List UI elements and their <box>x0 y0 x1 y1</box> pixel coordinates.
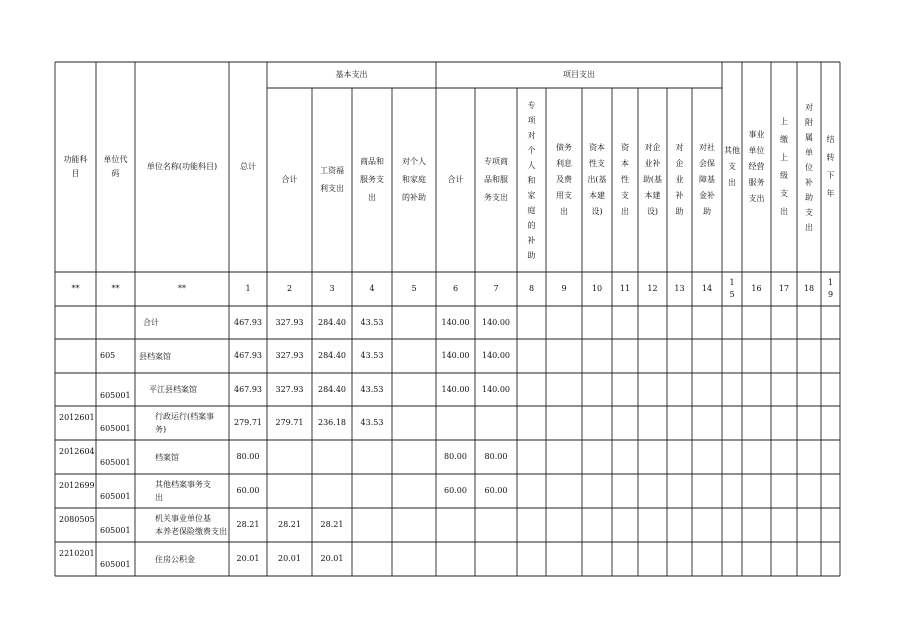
index-cell-text: 9 <box>561 284 567 293</box>
row-basic-wage <box>312 542 352 576</box>
row-unit-name-text: 档案馆 <box>155 452 179 462</box>
row-total <box>229 373 267 406</box>
row-unit-name-text: 平江县档案馆 <box>149 385 197 394</box>
row-total-text: 28.21 <box>236 520 260 529</box>
header-unit-code-text: 单位代 码 <box>103 155 128 178</box>
row-project-goods <box>475 373 517 406</box>
index-cell-text: 8 <box>528 284 535 293</box>
row-basic-goods-text: 43.53 <box>360 384 384 394</box>
index-cell <box>582 272 612 306</box>
header-basic-goods <box>352 88 392 272</box>
row-basic-total <box>267 474 312 508</box>
row-unit-code <box>96 520 135 542</box>
header-project-capital-text: 资 本 性 支 出 <box>621 143 629 216</box>
index-cell-text: 14 <box>701 284 713 293</box>
row-total-text: 467.93 <box>234 317 262 327</box>
header-biz-service-text: 事业 单位 经营 服务 支出 <box>748 130 765 203</box>
index-cell-text: 13 <box>674 284 685 293</box>
header-project-total <box>436 88 475 272</box>
row-total-text: 80.00 <box>236 452 260 461</box>
header-project-debt <box>546 88 582 272</box>
row-unit-code <box>96 385 135 406</box>
header-basic-wage-text: 工资福 利支出 <box>320 166 344 193</box>
index-cell <box>96 272 135 306</box>
header-basic-wage <box>312 88 352 272</box>
header-project-social <box>692 88 722 272</box>
index-cell-text: 12 <box>647 284 658 293</box>
header-unit-name <box>135 62 229 272</box>
index-cell <box>267 272 312 306</box>
index-cell-text: 1 9 <box>827 278 834 299</box>
index-cell <box>771 272 797 306</box>
index-cell <box>612 272 638 306</box>
row-unit-name <box>135 440 229 474</box>
row-project-goods-text: 140.00 <box>482 384 510 394</box>
row-basic-wage <box>312 373 352 406</box>
row-project-total <box>436 474 475 508</box>
header-unit-name-text: 单位名称(功能科目) <box>146 162 218 171</box>
row-basic-goods <box>352 406 392 440</box>
row-project-total <box>436 440 475 474</box>
row-total <box>229 339 267 373</box>
row-basic-goods <box>352 474 392 508</box>
header-carry-over-text: 结 转 下 年 <box>826 135 835 198</box>
header-basic-goods-text: 商品和 服务支 出 <box>360 157 384 202</box>
row-basic-goods <box>352 440 392 474</box>
row-basic-total-text: 327.93 <box>275 317 304 327</box>
row-func-code <box>55 373 96 396</box>
header-project-goods-text: 专项商 品和服 务支出 <box>484 157 508 202</box>
row-unit-name-text: 县档案馆 <box>139 351 171 361</box>
row-basic-wage-text: 284.40 <box>318 317 346 327</box>
row-unit-name-text: 住房公积金 <box>155 554 195 564</box>
row-unit-code-text: 605001 <box>100 458 131 467</box>
index-cell-text: 2 <box>286 284 293 293</box>
header-basic-group-text: 基本支出 <box>335 70 368 79</box>
header-project-debt-text: 债务 利息 及费 用支 出 <box>556 143 572 216</box>
row-total <box>229 474 267 508</box>
header-other <box>722 62 742 272</box>
header-project-enterprise-basic-text: 对企 业补 助(基 本建 设) <box>642 143 663 216</box>
row-unit-code-text: 605001 <box>100 492 131 501</box>
header-basic-total <box>267 88 312 272</box>
header-total <box>229 62 267 272</box>
index-cell <box>229 272 267 306</box>
row-func-code <box>55 339 96 363</box>
row-unit-name <box>135 542 229 576</box>
row-project-goods-text: 140.00 <box>482 317 510 327</box>
index-cell <box>352 272 392 306</box>
row-basic-total-text: 327.93 <box>275 384 304 394</box>
row-total-text: 279.71 <box>234 418 262 427</box>
header-project-enterprise <box>667 88 692 272</box>
row-basic-wage <box>312 440 352 474</box>
row-unit-code-text: 605 <box>100 351 116 360</box>
row-basic-wage-text: 284.40 <box>318 351 346 360</box>
row-basic-total-text: 279.71 <box>275 418 304 427</box>
row-func-code <box>55 542 96 566</box>
header-project-personal-text: 专 项 对 个 人 和 家 庭 的 补 助 <box>527 100 536 260</box>
row-unit-code-text: 605001 <box>100 526 131 535</box>
row-total <box>229 508 267 542</box>
row-basic-wage <box>312 339 352 373</box>
index-cell-text: 18 <box>803 284 815 293</box>
row-unit-code <box>96 418 135 440</box>
row-func-code-text: 2080505 <box>59 515 95 524</box>
index-cell <box>475 272 517 306</box>
index-cell-text: 11 <box>619 284 631 293</box>
row-basic-total <box>267 542 312 576</box>
header-basic-personal-text: 对个人 和家庭 的补助 <box>402 157 426 202</box>
row-unit-name <box>135 406 229 440</box>
row-basic-total <box>267 406 312 440</box>
row-project-total-text: 140.00 <box>441 384 470 394</box>
row-basic-wage-text: 284.40 <box>318 384 346 394</box>
row-total-text: 60.00 <box>236 486 260 495</box>
header-basic-total-text: 合计 <box>281 175 298 184</box>
row-unit-code-text: 605001 <box>100 424 131 433</box>
row-func-code <box>55 306 96 329</box>
row-total-text: 467.93 <box>234 384 262 394</box>
row-basic-total <box>267 373 312 406</box>
index-cell-text: 3 <box>329 284 335 293</box>
index-cell <box>436 272 475 306</box>
row-unit-code <box>96 554 135 576</box>
row-basic-goods <box>352 306 392 339</box>
index-cell <box>821 272 840 306</box>
row-func-code <box>55 508 96 532</box>
row-project-total-text: 140.00 <box>441 351 470 360</box>
header-subsidiary <box>797 62 821 272</box>
index-cell-text: 10 <box>591 284 603 293</box>
row-total <box>229 406 267 440</box>
header-biz-service <box>742 62 771 272</box>
row-unit-code <box>96 452 135 474</box>
row-basic-goods <box>352 339 392 373</box>
row-func-code <box>55 474 96 498</box>
row-project-total <box>436 373 475 406</box>
index-cell <box>638 272 667 306</box>
row-project-goods <box>475 440 517 474</box>
header-project-capital-basic <box>582 88 612 272</box>
index-cell <box>517 272 546 306</box>
row-basic-wage <box>312 406 352 440</box>
index-cell-text: ** <box>111 284 120 293</box>
index-cell-text: 6 <box>452 284 459 293</box>
row-basic-goods-text: 43.53 <box>360 317 384 327</box>
row-basic-total <box>267 440 312 474</box>
row-project-total-text: 80.00 <box>444 452 467 461</box>
header-project-capital-basic-text: 资本 性支 出(基 本建 设) <box>587 143 607 216</box>
index-cell <box>55 272 96 306</box>
header-project-enterprise-basic <box>638 88 667 272</box>
row-unit-code-text: 605001 <box>100 390 131 400</box>
row-unit-name <box>135 339 229 373</box>
row-project-goods <box>475 542 517 576</box>
index-cell-text: 16 <box>751 284 762 293</box>
row-total <box>229 542 267 576</box>
row-project-goods <box>475 306 517 339</box>
row-basic-goods <box>352 373 392 406</box>
index-cell <box>135 272 229 306</box>
header-project-enterprise-text: 对 企 业 补 助 <box>675 143 684 216</box>
row-project-total-text: 60.00 <box>444 486 467 495</box>
index-cell-text: 4 <box>369 284 375 293</box>
row-func-code-text: 2012601 <box>59 413 95 422</box>
header-basic-personal <box>392 88 436 272</box>
index-cell <box>546 272 582 306</box>
row-project-goods <box>475 508 517 542</box>
row-func-code-text: 2012604 <box>59 447 95 456</box>
row-total <box>229 440 267 474</box>
row-unit-name-text: 其他档案事务支 出 <box>155 480 211 502</box>
header-project-personal <box>517 88 546 272</box>
row-unit-name-text: 合计 <box>143 318 159 327</box>
header-upper-pay <box>771 62 797 272</box>
index-cell-text: ** <box>178 284 186 293</box>
index-cell <box>392 272 436 306</box>
row-basic-wage-text: 236.18 <box>318 418 346 427</box>
row-unit-name <box>135 508 229 542</box>
index-cell-text: 17 <box>778 284 790 293</box>
row-basic-wage <box>312 474 352 508</box>
row-basic-wage <box>312 508 352 542</box>
index-cell-text: 1 <box>245 284 251 293</box>
row-unit-code-text: 605001 <box>100 560 131 569</box>
header-other-text: 其他 支 出 <box>724 146 740 187</box>
row-basic-wage-text: 28.21 <box>320 520 344 529</box>
header-project-group-text: 项目支出 <box>563 70 595 79</box>
index-cell <box>797 272 821 306</box>
header-unit-code <box>96 62 135 272</box>
row-unit-name-text: 行政运行(档案事 务) <box>155 412 215 434</box>
row-total-text: 20.01 <box>236 554 260 563</box>
row-basic-goods-text: 43.53 <box>360 351 384 360</box>
index-cell <box>692 272 722 306</box>
row-project-goods-text: 140.00 <box>482 351 510 360</box>
row-func-code-text: 2012699 <box>59 481 95 490</box>
row-unit-name <box>135 373 229 406</box>
row-project-total <box>436 339 475 373</box>
header-project-goods <box>475 88 517 272</box>
row-basic-wage-text: 20.01 <box>320 554 344 563</box>
header-basic-group <box>267 62 436 88</box>
index-cell-text: 5 <box>411 284 417 293</box>
row-project-goods <box>475 406 517 440</box>
row-func-code <box>55 440 96 464</box>
index-cell-text: 1 5 <box>729 278 735 299</box>
index-cell <box>667 272 692 306</box>
header-func-code <box>55 62 96 272</box>
row-func-code <box>55 406 96 430</box>
header-subsidiary-text: 对 附 属 单 位 补 助 支 出 <box>805 102 813 232</box>
header-total-text: 总计 <box>240 162 256 171</box>
header-project-total-text: 合计 <box>447 175 464 184</box>
row-project-total <box>436 406 475 440</box>
row-basic-goods-text: 43.53 <box>360 418 384 427</box>
row-unit-name <box>135 306 229 339</box>
header-upper-pay-text: 上 缴 上 级 支 出 <box>780 117 788 216</box>
row-project-goods-text: 60.00 <box>484 486 508 495</box>
row-basic-total <box>267 508 312 542</box>
row-project-goods-text: 80.00 <box>484 452 508 461</box>
row-total-text: 467.93 <box>234 351 262 360</box>
row-unit-code <box>96 306 135 339</box>
row-unit-code <box>96 339 135 373</box>
header-project-social-text: 对社 会保 障基 金补 助 <box>699 143 715 216</box>
row-project-goods <box>475 339 517 373</box>
row-basic-total-text: 327.93 <box>275 351 304 360</box>
row-basic-goods <box>352 542 392 576</box>
row-project-goods <box>475 474 517 508</box>
row-total <box>229 306 267 339</box>
index-cell <box>742 272 771 306</box>
index-cell <box>312 272 352 306</box>
index-cell-text: 7 <box>493 284 499 293</box>
row-project-total <box>436 306 475 339</box>
header-project-capital <box>612 88 638 272</box>
header-project-group <box>436 62 722 88</box>
row-basic-goods <box>352 508 392 542</box>
index-cell <box>722 272 742 306</box>
row-basic-total-text: 20.01 <box>278 554 301 563</box>
row-unit-name-text: 机关事业单位基 本养老保险缴费支出 <box>155 514 227 536</box>
row-basic-total <box>267 306 312 339</box>
row-basic-total-text: 28.21 <box>278 520 301 529</box>
row-basic-wage <box>312 306 352 339</box>
row-unit-code <box>96 486 135 508</box>
index-cell-text: ** <box>71 284 80 293</box>
row-basic-total <box>267 339 312 373</box>
row-project-total-text: 140.00 <box>441 317 470 327</box>
header-func-code-text: 功能科 目 <box>63 155 88 178</box>
row-unit-name <box>135 474 229 508</box>
row-project-total <box>436 508 475 542</box>
row-project-total <box>436 542 475 576</box>
header-carry-over <box>821 62 840 272</box>
row-func-code-text: 2210201 <box>59 549 95 558</box>
